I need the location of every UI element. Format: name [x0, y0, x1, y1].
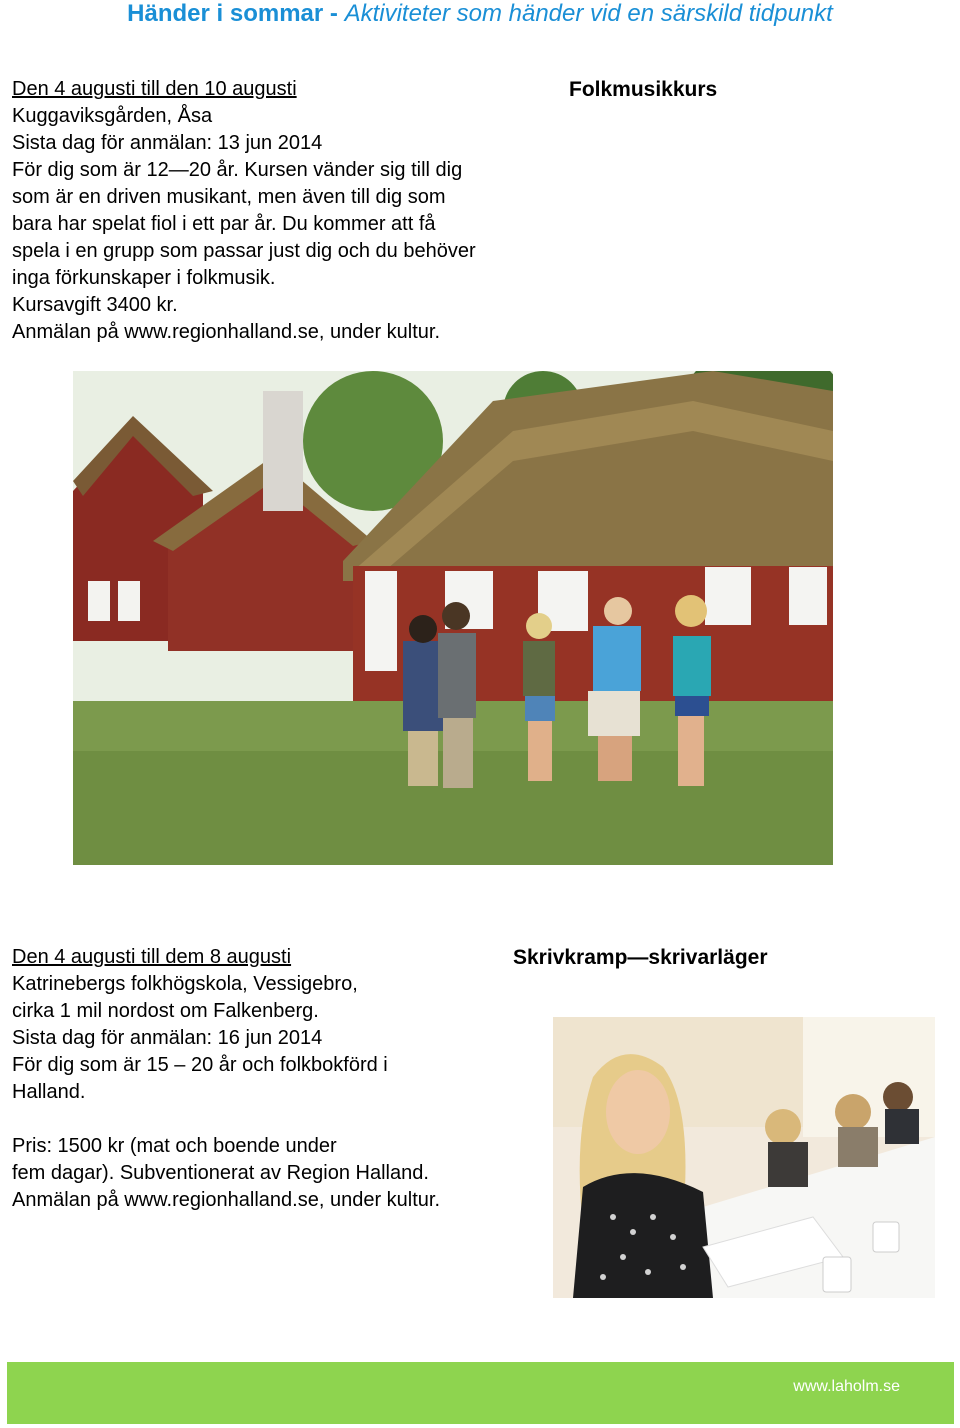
footer-url-link[interactable]: www.laholm.se	[793, 1378, 900, 1395]
page-title: Händer i sommar -	[127, 0, 338, 27]
event-line: Katrinebergs folkhögskola, Vessigebro,	[12, 973, 358, 995]
event-details-skrivkramp	[12, 944, 388, 1106]
price-line: fem dagar). Subventionerat av Region Halland.	[12, 1162, 429, 1184]
price-line: Pris: 1500 kr (mat och boende under	[12, 1135, 337, 1157]
event-price-skrivkramp	[12, 1133, 440, 1214]
event-line: Sista dag för anmälan: 13 jun 2014	[12, 132, 323, 154]
folk-musicians-photo	[73, 371, 833, 865]
page-header	[0, 0, 960, 28]
price-line: Anmälan på www.regionhalland.se, under kultur.	[12, 1189, 441, 1211]
event-line: För dig som är 15 – 20 år och folkbokförd i	[12, 1054, 388, 1076]
footer-bar	[7, 1362, 954, 1424]
event-line: Kursavgift 3400 kr.	[12, 294, 178, 316]
event-line: Sista dag för anmälan: 16 jun 2014	[12, 1027, 323, 1049]
event-line: spela i en grupp som passar just dig och du behöver	[12, 240, 476, 262]
event-line: Halland.	[12, 1081, 86, 1103]
event-title-folkmusikkurs: Folkmusikkurs	[569, 78, 718, 101]
event-title-skrivkramp: Skrivkramp—skrivarläger	[513, 946, 768, 969]
page-subtitle: Aktiviteter som händer vid en särskild tidpunkt	[344, 0, 833, 27]
event-date: Den 4 augusti till dem 8 augusti	[12, 946, 292, 968]
event-line: cirka 1 mil nordost om Falkenberg.	[12, 1000, 319, 1022]
event-line: som är en driven musikant, men även till dig som	[12, 186, 446, 208]
event-line: Anmälan på www.regionhalland.se, under kultur.	[12, 321, 441, 343]
event-date: Den 4 augusti till den 10 augusti	[12, 78, 297, 100]
event-line: Kuggaviksgården, Åsa	[12, 105, 213, 127]
event-line: För dig som är 12—20 år. Kursen vänder sig till dig	[12, 159, 463, 181]
writing-camp-photo	[553, 1017, 935, 1298]
event-line: inga förkunskaper i folkmusik.	[12, 267, 276, 289]
event-line: bara har spelat fiol i ett par år. Du kommer att få	[12, 213, 436, 235]
event-details-folkmusikkurs	[12, 76, 476, 346]
